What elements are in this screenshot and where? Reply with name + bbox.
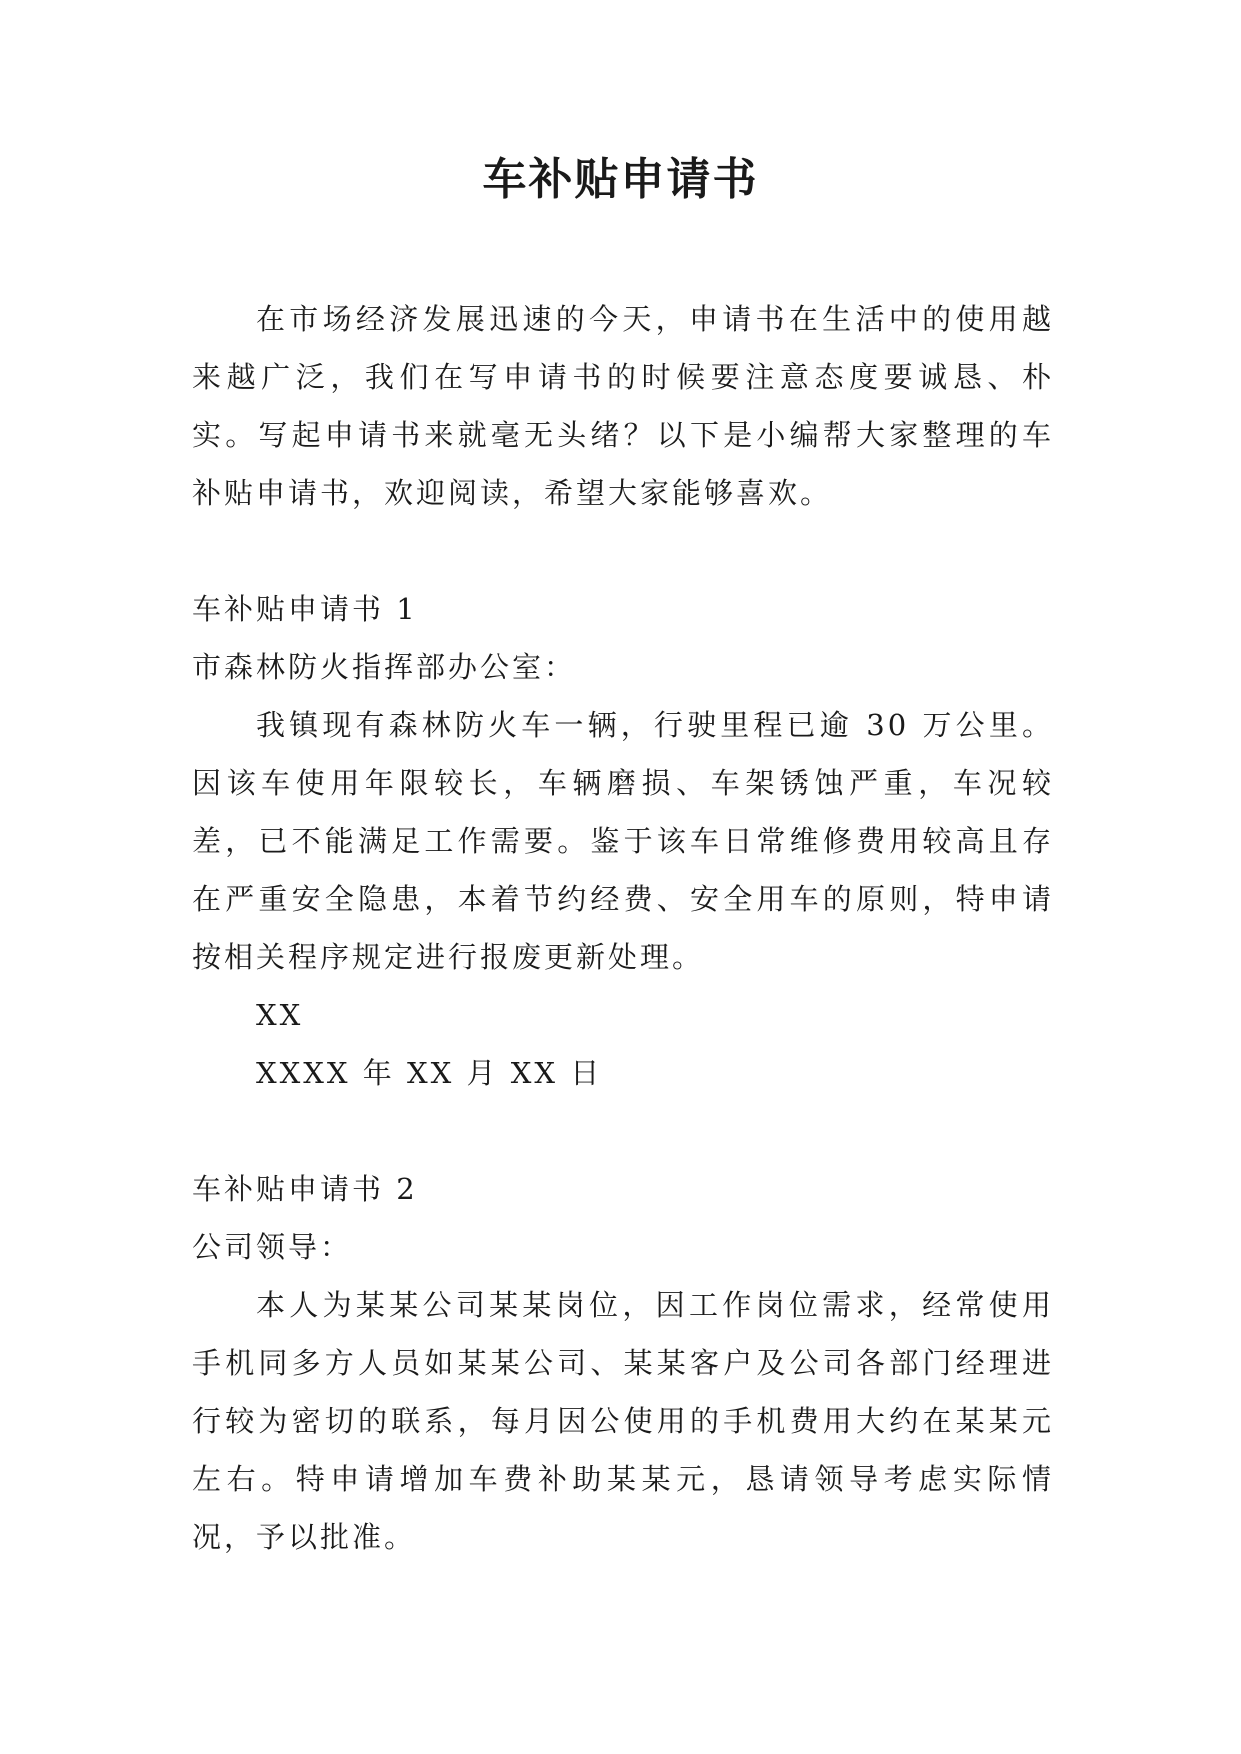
section-date: XXXX 年 XX 月 XX 日 bbox=[256, 1056, 603, 1090]
section-2 bbox=[192, 1160, 1054, 1566]
section-salutation: 公司领导： bbox=[192, 1230, 353, 1264]
document-title: 车补贴申请书 bbox=[482, 154, 759, 205]
section-signature: XX bbox=[256, 998, 304, 1032]
section-1 bbox=[192, 580, 1054, 1102]
section-salutation: 市森林防火指挥部办公室： bbox=[192, 650, 577, 684]
section-heading: 车补贴申请书 2 bbox=[192, 1172, 418, 1206]
section-body: 本人为某某公司某某岗位，因工作岗位需求，经常使用手机同多方人员如某某公司、某某客户及公司各部门经理进行较为密切的联系，每月因公使用的手机费用大约在某某元左右。特申请增加车费补助某某元，恳请领导考虑实际情况，予以批准。 bbox=[192, 1288, 1054, 1554]
intro-paragraph: 在市场经济发展迅速的今天，申请书在生活中的使用越来越广泛，我们在写申请书的时候要注意态度要诚恳、朴实。写起申请书来就毫无头绪？以下是小编帮大家整理的车补贴申请书，欢迎阅读，希望大家能够喜欢。 bbox=[192, 302, 1054, 510]
section-body: 我镇现有森林防火车一辆，行驶里程已逾 30 万公里。因该车使用年限较长，车辆磨损、车架锈蚀严重，车况较差，已不能满足工作需要。鉴于该车日常维修费用较高且存在严重安全隐患，本着节约经费、安全用车的原则，特申请按相关程序规定进行报废更新处理。 bbox=[192, 708, 1054, 974]
document-content bbox=[192, 290, 1054, 1566]
section-heading: 车补贴申请书 1 bbox=[192, 592, 418, 626]
